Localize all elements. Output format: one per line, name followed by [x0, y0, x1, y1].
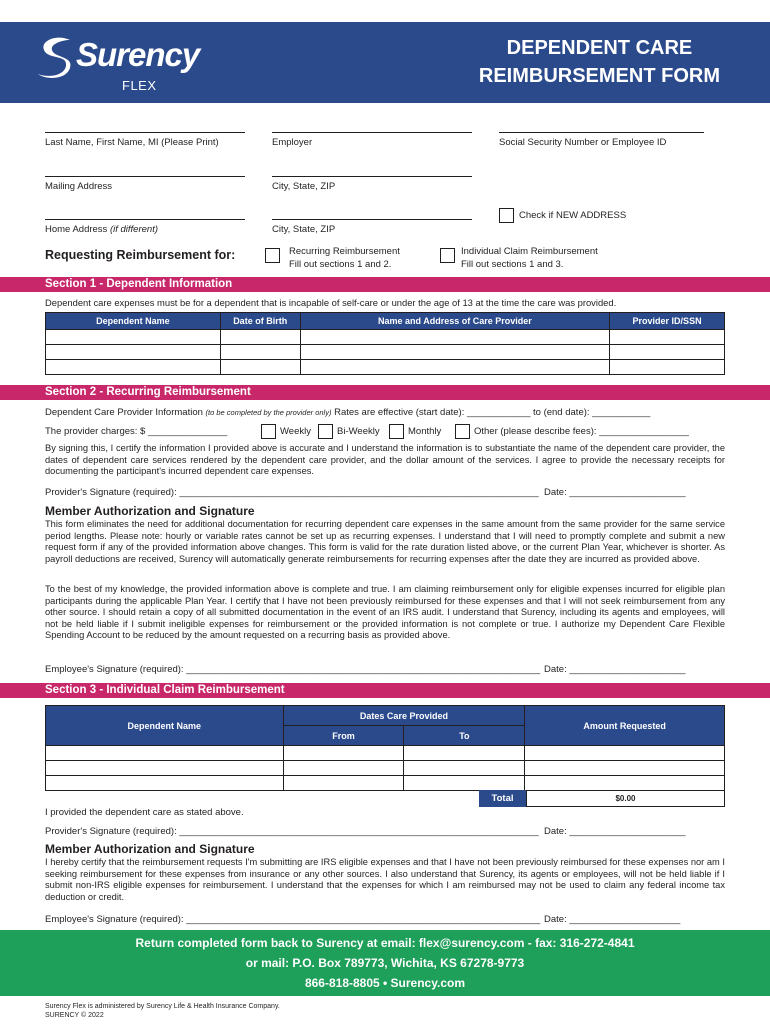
section2-bar: Section 2 - Recurring Reimbursement	[0, 385, 770, 400]
other-checkbox[interactable]	[455, 424, 470, 439]
return-instructions	[0, 930, 770, 996]
col-to: To	[404, 726, 525, 746]
table-row[interactable]	[46, 746, 725, 761]
recurring-checkbox[interactable]	[265, 248, 280, 263]
mailing-address-field[interactable]	[45, 176, 245, 192]
col-care-provider: Name and Address of Care Provider	[300, 313, 609, 330]
section3-bar: Section 3 - Individual Claim Reimbursement	[0, 683, 770, 698]
table-row[interactable]	[46, 776, 725, 791]
administrator-note: Surency Flex is administered by Surency Life & Health Insurance Company.	[45, 1003, 280, 1010]
section2-certify: By signing this, I certify the information I provided above is accurate and I understand the information is to substantiate the name of the dependent care provider, the dates of dependent care services rendered by the dependent care provider, and the dollar amount of the services. I agree to provide the necessary receipts for documenting the participant's incurred dependent care expenses.	[45, 443, 725, 477]
return-phone-web: 866-818-8805 • Surency.com	[304, 976, 466, 990]
individual-note: Fill out sections 1 and 3.	[461, 259, 564, 270]
form-title-line1: DEPENDENT CARE	[506, 37, 693, 59]
ssn-field[interactable]	[499, 132, 704, 148]
name-field[interactable]	[45, 132, 245, 148]
recurring-label: Recurring Reimbursement	[289, 246, 400, 257]
copyright: SURENCY © 2022	[45, 1012, 104, 1019]
new-address-label: Check if NEW ADDRESS	[519, 210, 627, 221]
mailing-caption: Mailing Address	[45, 181, 113, 192]
section1-intro: Dependent care expenses must be for a dependent that is incapable of self-care or under the age of 13 at the time the care was provided.	[45, 297, 617, 308]
table-row[interactable]	[46, 360, 725, 375]
col-dates-care: Dates Care Provided	[283, 706, 525, 726]
ssn-caption: Social Security Number or Employee ID	[499, 137, 667, 148]
col-from: From	[283, 726, 404, 746]
auth1-para1: This form eliminates the need for additional documentation for recurring dependent care expenses in the same amount from the same provider for the same service period lengths. Please note: hourly or variable rates cannot be set up as recurring expenses. I understand that I will need to promptly complete and submit a new request form if any of the provided information above changes. This form is valid for the rate duration listed above, or the current Plan Year, whichever is shorter. As payroll deductions are received, Surency will automatically generate reimbursements for recurring expenses after the date they are incurred as provided above.	[45, 519, 725, 564]
auth2-employee-signature[interactable]: Employee's Signature (required): ___________________________________________________________________	[45, 914, 541, 925]
other-label[interactable]: Other (please describe fees): _________________	[474, 426, 689, 437]
form-title	[479, 34, 720, 90]
provider-info-label: Dependent Care Provider Information	[45, 407, 203, 418]
section1-bar: Section 1 - Dependent Information	[0, 277, 770, 292]
home-address-field[interactable]	[45, 219, 245, 235]
monthly-label: Monthly	[408, 426, 442, 437]
total-value: $0.00	[526, 790, 725, 807]
auth1-date[interactable]: Date: ______________________	[544, 664, 686, 675]
home-caption	[45, 224, 245, 235]
recurring-note: Fill out sections 1 and 2.	[289, 259, 392, 270]
provider-charges[interactable]: The provider charges: $ _______________	[45, 426, 228, 437]
city-state-zip-field-2[interactable]	[272, 219, 472, 235]
city-state-zip-field-1[interactable]	[272, 176, 472, 192]
request-label: Requesting Reimbursement for:	[45, 248, 236, 262]
col-claim-dependent: Dependent Name	[46, 706, 284, 746]
provider-info-note: (to be completed by the provider only)	[205, 408, 332, 417]
city2-caption: City, State, ZIP	[272, 224, 336, 235]
monthly-checkbox[interactable]	[389, 424, 404, 439]
form-title-line2: REIMBURSEMENT FORM	[478, 65, 720, 87]
city1-caption: City, State, ZIP	[272, 181, 336, 192]
auth2-title: Member Authorization and Signature	[45, 842, 255, 856]
weekly-checkbox[interactable]	[261, 424, 276, 439]
individual-label: Individual Claim Reimbursement	[461, 246, 598, 257]
return-email-fax: Return completed form back to Surency at email: flex@surency.com - fax: 316-272-4841	[135, 936, 635, 950]
col-amount-requested: Amount Requested	[525, 706, 725, 746]
form-header	[0, 22, 770, 103]
weekly-label: Weekly	[280, 426, 311, 437]
table-row[interactable]	[46, 761, 725, 776]
total-label: Total	[479, 790, 526, 807]
col-provider-id: Provider ID/SSN	[610, 313, 725, 330]
provided-statement: I provided the dependent care as stated above.	[45, 807, 244, 818]
section2-provider-signature[interactable]: Provider's Signature (required): ____________________________________________________________________	[45, 487, 539, 498]
logo-flex-label: FLEX	[122, 78, 157, 93]
dependent-table	[45, 312, 725, 375]
return-mail: or mail: P.O. Box 789773, Wichita, KS 67278-9773	[245, 956, 525, 970]
surency-swoosh-icon	[36, 34, 76, 82]
section2-date[interactable]: Date: ______________________	[544, 487, 686, 498]
surency-logo	[36, 32, 236, 96]
provider-info-line	[45, 407, 650, 419]
auth1-employee-signature[interactable]: Employee's Signature (required): ___________________________________________________________________	[45, 664, 541, 675]
individual-checkbox[interactable]	[440, 248, 455, 263]
biweekly-label: Bi-Weekly	[337, 426, 380, 437]
table-row[interactable]	[46, 330, 725, 345]
auth1-title: Member Authorization and Signature	[45, 504, 255, 518]
logo-wordmark: Surency	[76, 36, 200, 73]
auth1-para2: To the best of my knowledge, the provided information above is complete and true. I am claiming reimbursement only for eligible expenses incurred for eligible plan participants during the applicable Plan Year. I certify that I have not been previously reimbursed for these expenses and that I will not seek reimbursement from any other source. I should retain a copy of all submitted documentation in the event of an IRS audit. I understand that Surency, including its agents and employees, will not be held liable if I submit ineligible expenses for reimbursement or the provided information is not complete or true. I authorize my Dependent Care Flexible Spending Account to be reduced by the amount requested on a recurring basis as provided above.	[45, 584, 725, 641]
biweekly-checkbox[interactable]	[318, 424, 333, 439]
name-caption: Last Name, First Name, MI (Please Print)	[45, 137, 219, 148]
new-address-checkbox[interactable]	[499, 208, 514, 223]
col-dependent-name: Dependent Name	[46, 313, 221, 330]
claim-table	[45, 705, 725, 791]
rates-effective[interactable]: Rates are effective (start date): ____________ to (end date): ___________	[334, 407, 651, 418]
section3-date[interactable]: Date: ______________________	[544, 826, 686, 837]
auth2-date[interactable]: Date: _____________________	[544, 914, 681, 925]
col-date-of-birth: Date of Birth	[220, 313, 300, 330]
home-note: (if different)	[109, 224, 158, 235]
section3-provider-signature[interactable]: Provider's Signature (required): ____________________________________________________________________	[45, 826, 539, 837]
employer-caption: Employer	[272, 137, 313, 148]
employer-field[interactable]	[272, 132, 472, 148]
home-label: Home Address	[45, 224, 108, 235]
table-row[interactable]	[46, 345, 725, 360]
auth2-para: I hereby certify that the reimbursement requests I'm submitting are IRS eligible expenses and that I have not been previously reimbursed for these expenses nor am I seeking reimbursement for these expenses from insurance or any other sources. I also understand that Surency, its agents or employees, will not be held liable if I submit non-IRS eligible expenses for reimbursement. I understand that the expenses for which I am reimbursed may not be used to claim any federal income tax deduction or credit.	[45, 857, 725, 902]
